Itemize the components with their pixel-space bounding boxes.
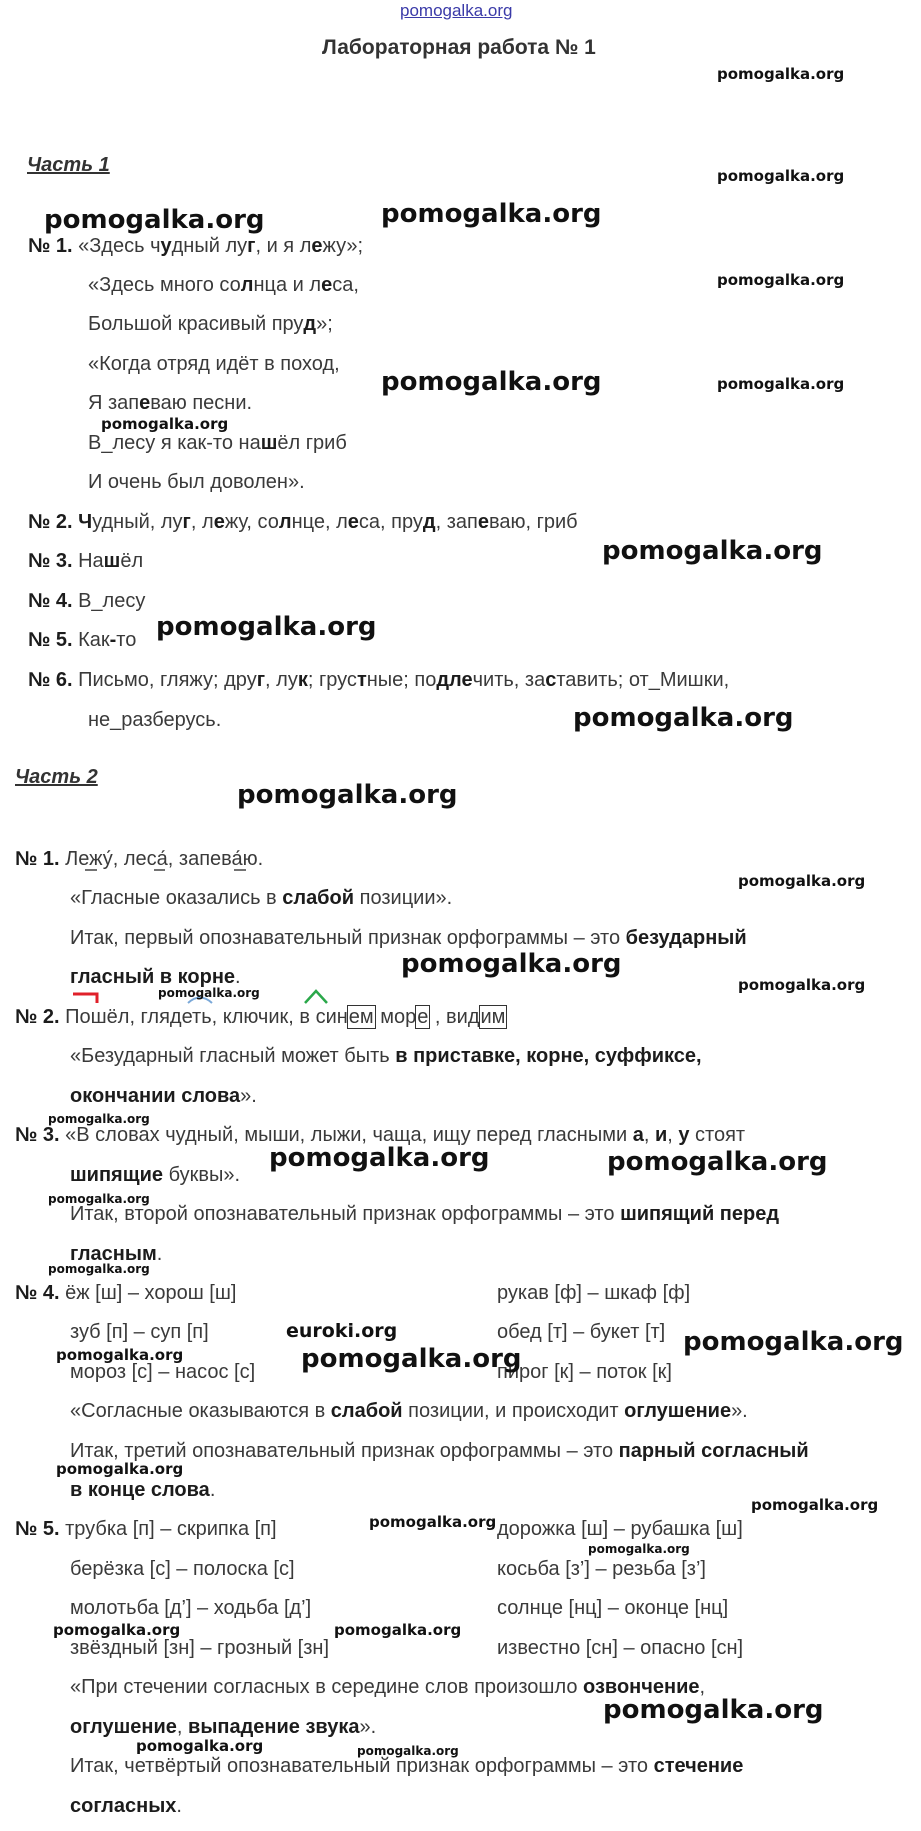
highlight: оглушение — [70, 1716, 177, 1738]
text: , зап — [435, 511, 478, 533]
watermark: pomogalka.org — [237, 780, 458, 810]
p2-task5-concl1 — [70, 1756, 743, 1776]
text: ёл гриб — [277, 432, 347, 454]
watermark: pomogalka.org — [269, 1143, 490, 1173]
highlight: слабой — [330, 1400, 403, 1422]
p2-task4-row1-right: рукав [ф] – шкаф [ф] — [497, 1282, 691, 1304]
highlight: у — [160, 235, 172, 257]
p2-task5-quote1 — [70, 1677, 705, 1697]
highlight: Ч — [78, 511, 93, 533]
watermark: pomogalka.org — [48, 1262, 150, 1276]
watermark: pomogalka.org — [401, 949, 622, 979]
highlight: безударный — [625, 927, 747, 949]
highlight: д — [436, 669, 450, 691]
watermark: pomogalka.org — [158, 986, 260, 1000]
task-number: № 3. — [28, 550, 73, 572]
watermark: pomogalka.org — [751, 1496, 879, 1514]
text: , лу — [265, 669, 298, 691]
text: нце, л — [291, 511, 348, 533]
ending-box: е — [417, 1006, 429, 1028]
text: «Здесь ч — [78, 235, 161, 257]
ending-box: им — [480, 1006, 506, 1028]
highlight: гласным — [70, 1243, 157, 1265]
watermark: pomogalka.org — [717, 65, 845, 83]
watermark: pomogalka.org — [301, 1344, 522, 1374]
text: «Гласные оказались в — [70, 887, 283, 909]
text: чить, за — [472, 669, 546, 691]
highlight: е — [461, 669, 473, 691]
watermark: pomogalka.org — [717, 167, 845, 185]
text: жу, со — [224, 511, 279, 533]
watermark: pomogalka.org — [738, 976, 866, 994]
highlight: шипящий перед — [620, 1203, 780, 1225]
highlight: согласных — [70, 1795, 177, 1817]
highlight: окончании слова — [70, 1085, 241, 1107]
word: леса́ — [123, 848, 168, 870]
p1-task1-line7: И очень был доволен». — [88, 471, 305, 493]
watermark: pomogalka.org — [573, 703, 794, 733]
p1-task1-line4: «Когда отряд идёт в поход, — [88, 353, 340, 375]
watermark: pomogalka.org — [44, 205, 265, 235]
p1-task1-line1 — [28, 236, 363, 256]
text: , л — [190, 511, 214, 533]
p2-task4-row2-right: обед [т] – букет [т] — [497, 1321, 666, 1343]
highlight: стечение — [653, 1755, 744, 1777]
site-link[interactable]: pomogalka.org — [400, 1, 513, 20]
highlight: д — [422, 511, 436, 533]
text: , и я л — [255, 235, 312, 257]
word: запева́ю. — [178, 848, 264, 870]
text: позиции, и происходит — [402, 1400, 625, 1422]
highlight: озвончение — [583, 1676, 700, 1698]
text: Письмо, гляжу; дру — [78, 669, 257, 691]
text: «В словах чудный, мыши, лыжи, чаща, ищу перед гласными — [65, 1124, 633, 1146]
highlight: шипящие — [70, 1164, 164, 1186]
p1-task2 — [28, 512, 578, 532]
watermark: pomogalka.org — [48, 1112, 150, 1126]
p2-task3-line1 — [15, 1125, 745, 1145]
text: ». — [240, 1085, 257, 1107]
watermark: pomogalka.org — [334, 1621, 462, 1639]
watermark: pomogalka.org — [56, 1460, 184, 1478]
watermark: euroki.org — [286, 1320, 398, 1342]
text: Итак, третий опознавательный признак орфограммы – это — [70, 1440, 619, 1462]
p2-task4-row2: зуб [п] – суп [п] — [70, 1321, 209, 1343]
text: ные; по — [366, 669, 437, 691]
word: Пошёл — [65, 1006, 130, 1028]
pair: трубка [п] – скрипка [п] — [65, 1518, 277, 1540]
p2-task5-row1 — [15, 1519, 277, 1539]
highlight: выпадение звука — [188, 1716, 360, 1738]
watermark: pomogalka.org — [53, 1621, 181, 1639]
text: буквы». — [163, 1164, 241, 1186]
p1-task4 — [28, 591, 145, 611]
highlight: - — [109, 629, 117, 651]
p2-task4-concl1 — [70, 1441, 809, 1461]
p2-task2-quote2 — [70, 1086, 257, 1106]
prefix-mark — [73, 994, 97, 1003]
suffix-mark — [305, 991, 327, 1003]
ending-box: ем — [348, 1006, 374, 1028]
highlight: а — [632, 1124, 644, 1146]
watermark: pomogalka.org — [683, 1327, 904, 1357]
p1-task1-line2 — [88, 275, 359, 295]
p2-task4-quote — [70, 1401, 748, 1421]
watermark: pomogalka.org — [381, 199, 602, 229]
text: ». — [359, 1716, 377, 1738]
p2-task4-row1 — [15, 1283, 236, 1303]
highlight: е — [139, 392, 151, 414]
highlight: ш — [260, 432, 278, 454]
text: , — [643, 1124, 655, 1146]
task-number: № 4. — [28, 590, 73, 612]
p2-task3-concl2 — [70, 1244, 162, 1264]
watermark: pomogalka.org — [136, 1737, 264, 1755]
highlight: л — [240, 274, 254, 296]
p1-task6-line1 — [28, 670, 729, 690]
text: ». — [731, 1400, 748, 1422]
p1-task6-line2: не_разберусь. — [88, 709, 222, 731]
watermark: pomogalka.org — [381, 367, 602, 397]
highlight: и — [654, 1124, 668, 1146]
highlight: г — [182, 511, 191, 533]
task-number: № 3. — [15, 1124, 60, 1146]
highlight: т — [356, 669, 367, 691]
text: ; грус — [307, 669, 357, 691]
text: . — [235, 966, 241, 988]
word: Лежу́ — [65, 848, 113, 870]
p2-task5-row3-right: солнце [нц] – оконце [нц] — [497, 1597, 729, 1619]
watermark: pomogalka.org — [357, 1744, 459, 1758]
highlight: с — [545, 669, 557, 691]
text: жу»; — [322, 235, 364, 257]
highlight: ш — [103, 550, 121, 572]
text: В_лесу я как-то на — [88, 432, 261, 454]
task-number: № 6. — [28, 669, 73, 691]
p2-task1-concl2 — [70, 967, 241, 987]
text: , глядеть, ключик, в син — [129, 1006, 348, 1028]
highlight: оглушение — [624, 1400, 732, 1422]
p2-task5-row2-right: косьба [з’] – резьба [з’] — [497, 1558, 706, 1580]
p2-task2-quote1 — [70, 1046, 702, 1066]
watermark: pomogalka.org — [602, 536, 823, 566]
highlight: у — [678, 1124, 690, 1146]
text: , вид — [429, 1006, 480, 1028]
highlight: в приставке, корне, суффиксе, — [395, 1045, 702, 1067]
highlight: е — [311, 235, 323, 257]
highlight: гласный в корне — [70, 966, 236, 988]
p2-task4-row3: мороз [с] – насос [с] — [70, 1361, 256, 1383]
highlight: л — [278, 511, 292, 533]
text: ваю песни. — [150, 392, 253, 414]
p2-task2-line1 — [15, 1007, 506, 1027]
text: ёл — [120, 550, 144, 572]
watermark: pomogalka.org — [717, 271, 845, 289]
text: стоят — [689, 1124, 746, 1146]
text: удный, лу — [92, 511, 183, 533]
p2-task3-line2 — [70, 1165, 240, 1185]
highlight: слабой — [282, 887, 355, 909]
text: «Безударный гласный может быть — [70, 1045, 396, 1067]
watermark: pomogalka.org — [588, 1542, 690, 1556]
p2-task5-row3: молотьба [д’] – ходьба [д’] — [70, 1597, 312, 1619]
p2-task3-concl1 — [70, 1204, 779, 1224]
text: Итак, четвёртый опознавательный признак орфограммы – это — [70, 1755, 654, 1777]
p2-task5-row2: берёзка [с] – полоска [с] — [70, 1558, 295, 1580]
highlight: е — [213, 511, 225, 533]
highlight: в конце слова — [70, 1479, 210, 1501]
p2-task5-concl2 — [70, 1796, 182, 1816]
text: »; — [316, 313, 333, 335]
text: , — [667, 1124, 679, 1146]
text: дный лу — [171, 235, 248, 257]
page-title: Лабораторная работа № 1 — [322, 36, 596, 59]
text: Я зап — [88, 392, 140, 414]
text: . — [156, 1243, 163, 1265]
task-number: № 1. — [28, 235, 73, 257]
part2-heading: Часть 2 — [15, 766, 98, 788]
p1-task3 — [28, 551, 143, 571]
p2-task5-row4-right: известно [сн] – опасно [сн] — [497, 1637, 744, 1659]
text: Итак, второй опознавательный признак орфограммы – это — [70, 1203, 621, 1225]
text: нца и л — [253, 274, 322, 296]
watermark: pomogalka.org — [717, 375, 845, 393]
highlight: к — [297, 669, 308, 691]
watermark: pomogalka.org — [101, 415, 229, 433]
p2-task5-quote2 — [70, 1717, 376, 1737]
task-number: № 5. — [15, 1518, 60, 1540]
highlight: л — [449, 669, 462, 691]
highlight: парный согласный — [618, 1440, 809, 1462]
p1-task1-line5 — [88, 393, 252, 413]
highlight: е — [477, 511, 489, 533]
p2-task4-concl2 — [70, 1480, 215, 1500]
watermark: pomogalka.org — [369, 1513, 497, 1531]
text: На — [78, 550, 104, 572]
watermark: pomogalka.org — [156, 612, 377, 642]
highlight: е — [321, 274, 333, 296]
watermark: pomogalka.org — [48, 1192, 150, 1206]
highlight: г — [247, 235, 256, 257]
text: «Здесь много со — [88, 274, 241, 296]
text: тавить; от_Мишки, — [556, 669, 730, 691]
p2-task5-row1-right: дорожка [ш] – рубашка [ш] — [497, 1518, 743, 1540]
watermark: pomogalka.org — [607, 1147, 828, 1177]
task-number: № 1. — [15, 848, 60, 870]
p2-task1-concl1 — [70, 928, 747, 948]
text: . — [176, 1795, 182, 1817]
part1-heading: Часть 1 — [27, 154, 110, 176]
text: , — [699, 1676, 706, 1698]
p1-task1-line3 — [88, 314, 333, 334]
text: са, пру — [358, 511, 423, 533]
highlight: г — [256, 669, 266, 691]
p2-task4-row3-right: пирог [к] – поток [к] — [497, 1361, 672, 1383]
task-number: № 2. — [15, 1006, 60, 1028]
text: са, — [332, 274, 359, 296]
p1-task1-line6 — [88, 433, 347, 453]
highlight: е — [347, 511, 359, 533]
text: , — [176, 1716, 189, 1738]
text: ваю, гриб — [488, 511, 578, 533]
text: . — [209, 1479, 216, 1501]
text: Большой красивый пру — [88, 313, 304, 335]
watermark: pomogalka.org — [603, 1695, 824, 1725]
text: позиции». — [354, 887, 453, 909]
text: «Согласные оказываются в — [70, 1400, 331, 1422]
p2-task1-line1: № 1. Лежу́, леса́, запева́ю. — [15, 848, 264, 870]
p2-task5-row4: звёздный [зн] – грозный [зн] — [70, 1637, 329, 1659]
pair: ёж [ш] – хорош [ш] — [65, 1282, 237, 1304]
highlight: д — [303, 313, 317, 335]
task-number: № 4. — [15, 1282, 60, 1304]
text: мор — [374, 1006, 417, 1028]
task-number: № 5. — [28, 629, 73, 651]
p1-task5 — [28, 630, 136, 650]
text: Как — [78, 629, 110, 651]
text: В_лесу — [78, 590, 146, 612]
task-number: № 2. — [28, 511, 73, 533]
text: «При стечении согласных в середине слов произошло — [70, 1676, 584, 1698]
p2-task1-quote — [70, 888, 452, 908]
text: Итак, первый опознавательный признак орфограммы – это — [70, 927, 626, 949]
text: то — [116, 629, 137, 651]
watermark: pomogalka.org — [56, 1346, 184, 1364]
watermark: pomogalka.org — [738, 872, 866, 890]
